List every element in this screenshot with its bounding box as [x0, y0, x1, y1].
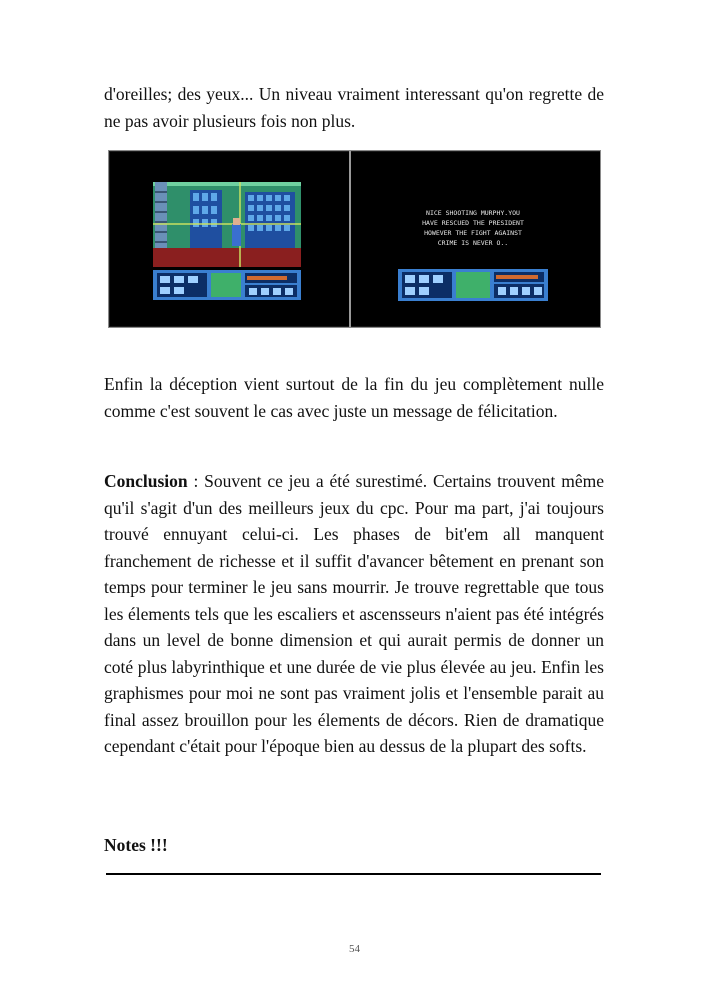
game-screenshot-ending — [351, 152, 600, 326]
screenshots-figure — [108, 150, 601, 328]
paragraph-intro: d'oreilles; des yeux... Un niveau vraiment interessant qu'on regrette de ne pas avoir plusieurs fois non plus. — [104, 84, 604, 131]
ending-message-line-2: HAVE RESCUED THE PRESIDENT — [422, 219, 524, 227]
paragraph-conclusion — [104, 468, 604, 760]
game-screenshot-level — [110, 152, 349, 326]
notes-heading: Notes !!! — [104, 835, 168, 855]
paragraph-ending: Enfin la déception vient surtout de la fin du jeu complètement nulle comme c'est souvent le cas avec juste un message de félicitation. — [104, 374, 604, 421]
horizontal-rule — [106, 873, 601, 875]
game-ending-image — [351, 152, 600, 326]
ending-message-line-1: NICE SHOOTING MURPHY.YOU — [426, 209, 520, 217]
page-number: 54 — [349, 943, 360, 955]
conclusion-text: : Souvent ce jeu a été surestimé. Certains trouvent même qu'il s'agit d'un des meilleurs jeux du cpc. Pour ma part, j'ai toujours trouvé ennuyant celui-ci. Les phases de bit'em all manquent franchement de richesse et il suffit d'avancer bêtement en prenant son temps pour terminer le jeu sans mourrir. Je trouve regrettable que tous les élements tels que les escaliers et ascensseurs n'aient pas été intégrés dans un level de bonne dimension et qui aurait permis de donner un coté plus labyrinthique et une durée de vie plus élevée au jeu. Enfin les graphismes pour moi ne sont pas vraiment jolis et l'ensemble parait au final assez brouillon pour les élements de décors. Rien de dramatique cependant c'était pour l'époque bien au dessus de la plupart des softs. — [104, 471, 604, 756]
ending-message-line-3: HOWEVER THE FIGHT AGAINST — [424, 229, 522, 237]
conclusion-label: Conclusion — [104, 471, 188, 491]
game-level-image — [110, 152, 349, 326]
ending-message-line-4: CRIME IS NEVER O.. — [437, 239, 509, 247]
